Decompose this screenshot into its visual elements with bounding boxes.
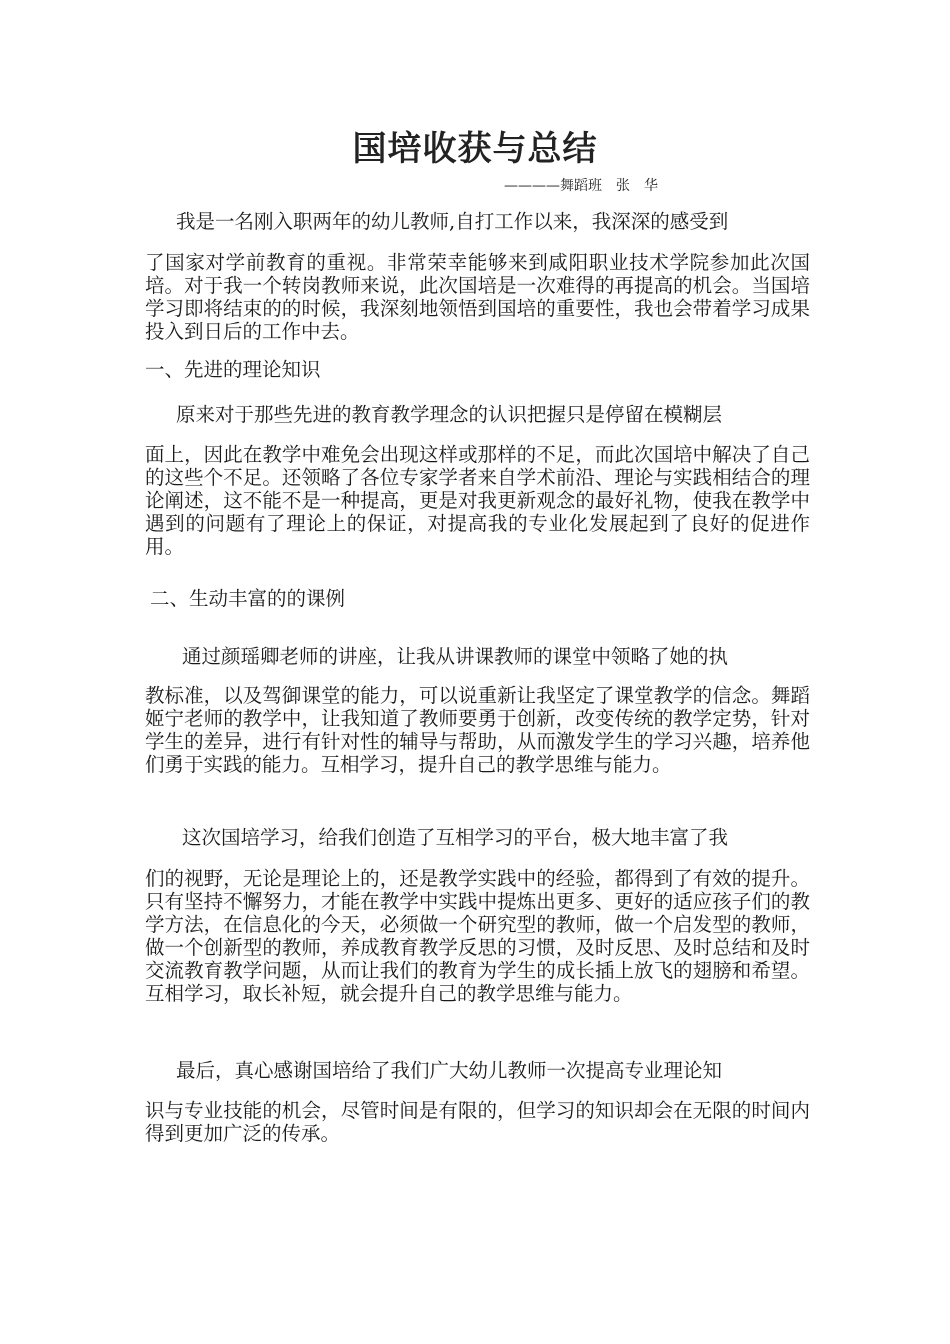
paragraph-4-body: 们的视野，无论是理论上的，还是教学实践中的经验，都得到了有效的提升。只有坚持不懈努力，才能在教学中实践中提炼出更多、更好的适应孩子们的教学方法，在信息化的今天，必须做一个研究型的教师，做一个启发型的教师，做一个创新型的教师，养成教育教学反思的习惯，及时反思、及时总结和及时交流教育教学问题，从而让我们的教育为学生的成长插上放飞的翅膀和希望。互相学习，取长补短，就会提升自己的教学思维与能力。 — [145, 867, 810, 1005]
paragraph-5-first-line: 最后，真心感谢国培给了我们广大幼儿教师一次提高专业理论知 — [176, 1059, 723, 1082]
paragraph-4-first-line: 这次国培学习，给我们创造了互相学习的平台，极大地丰富了我 — [182, 826, 729, 849]
paragraph-2-first-line: 原来对于那些先进的教育教学理念的认识把握只是停留在模糊层 — [176, 403, 723, 426]
section-heading-2: 二、生动丰富的的课例 — [150, 587, 346, 610]
paragraph-1-first-line: 我是一名刚入职两年的幼儿教师,自打工作以来，我深深的感受到 — [176, 210, 729, 233]
section-heading-1: 一、先进的理论知识 — [145, 358, 321, 381]
author-byline: ————舞蹈班 张 华 — [504, 178, 658, 194]
paragraph-3-body: 教标准，以及驾御课堂的能力，可以说重新让我坚定了课堂教学的信念。舞蹈姬宁老师的教学中，让我知道了教师要勇于创新，改变传统的教学定势，针对学生的差异，进行有针对性的辅导与帮助，从而激发学生的学习兴趣，培养他们勇于实践的能力。互相学习，提升自己的教学思维与能力。 — [145, 684, 810, 776]
paragraph-2-body: 面上，因此在教学中难免会出现这样或那样的不足，而此次国培中解决了自己的这些个不足。还领略了各位专家学者来自学术前沿、理论与实践相结合的理论阐述，这不能不是一种提高，更是对我更新观念的最好礼物，使我在教学中遇到的问题有了理论上的保证，对提高我的专业化发展起到了良好的促进作用。 — [145, 443, 810, 558]
document-title: 国培收获与总结 — [352, 129, 598, 169]
paragraph-1-body: 了国家对学前教育的重视。非常荣幸能够来到咸阳职业技术学院参加此次国培。对于我一个转岗教师来说，此次国培是一次难得的再提高的机会。当国培学习即将结束的的时候，我深刻地领悟到国培的重要性，我也会带着学习成果投入到日后的工作中去。 — [145, 251, 810, 343]
paragraph-3-first-line: 通过颜瑶卿老师的讲座，让我从讲课教师的课堂中领略了她的执 — [182, 645, 729, 668]
paragraph-5-body: 识与专业技能的机会，尽管时间是有限的，但学习的知识却会在无限的时间内得到更加广泛的传承。 — [145, 1099, 810, 1145]
